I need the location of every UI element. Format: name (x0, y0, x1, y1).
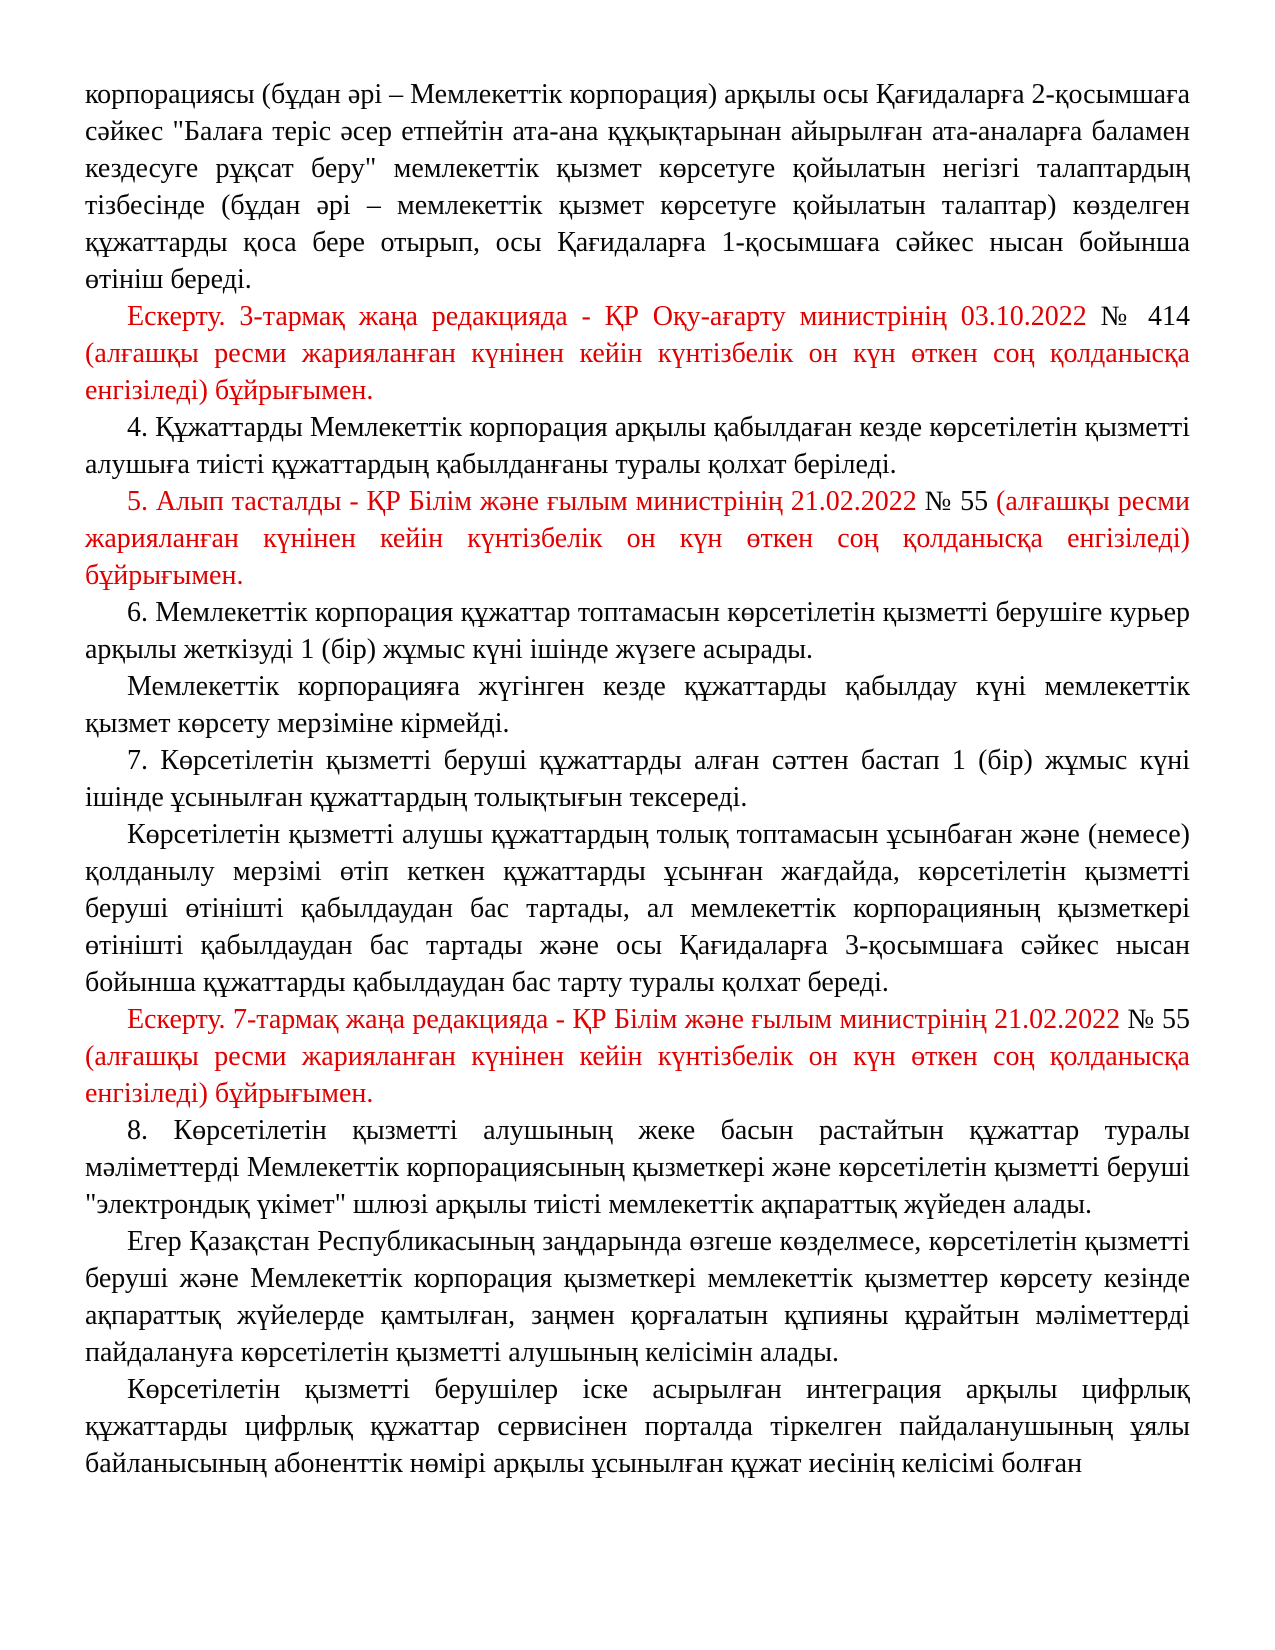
amendment-note-text: Ескерту. 3-тармақ жаңа редакцияда - ҚР Оқу-ағарту министрінің 03.10.2022 (127, 301, 1101, 332)
paragraph (85, 1371, 1190, 1482)
paragraph (85, 298, 1190, 409)
body-text: № 414 (1100, 301, 1190, 332)
body-text: Көрсетілетін қызметті алушы құжаттардың толық топтамасын ұсынбаған және (немесе) қолданылу мерзімі өтіп кеткен құжаттарды ұсынған жағдайда, көрсетілетін қызметті беруші өтінішті қабылдаудан бас тартады, ал мемлекеттік корпорацияның қызметкері өтінішті қабылдаудан бас тартады және осы Қағидаларға 3-қосымшаға сәйкес нысан бойынша құжаттарды қабылдаудан бас тарту туралы қолхат береді. (85, 819, 1190, 998)
paragraph (85, 1001, 1190, 1112)
body-text: 6. Мемлекеттік корпорация құжаттар топтамасын көрсетілетін қызметті берушіге курьер арқылы жеткізуді 1 (бір) жұмыс күні ішінде жүзеге асырады. (85, 597, 1190, 665)
body-text: № 55 (1127, 1004, 1190, 1035)
paragraph (85, 483, 1190, 594)
amendment-note-text: (алғашқы ресми жарияланған күнінен кейін күнтізбелік он күн өткен соң қолданысқа енгізіледі) бұйрығымен. (85, 338, 1190, 406)
body-text: 8. Көрсетілетін қызметті алушының жеке басын растайтын құжаттар туралы мәліметтерді Мемлекеттік корпорациясының қызметкері және көрсетілетін қызметті беруші "электрондық үкімет" шлюзі арқылы тиісті мемлекеттік ақпараттық жүйеден алады. (85, 1115, 1190, 1220)
paragraph (85, 816, 1190, 1001)
paragraph (85, 409, 1190, 483)
amendment-note-text: (алғашқы ресми жарияланған күнінен кейін күнтізбелік он күн өткен соң қолданысқа енгізіледі) бұйрығымен. (85, 486, 1190, 591)
body-text: корпорациясы (бұдан әрі – Мемлекеттік корпорация) арқылы осы Қағидаларға 2-қосымшаға сәйкес "Балаға теріс әсер етпейтін ата-ана құқықтарынан айырылған ата-аналарға баламен кездесуге рұқсат беру" мемлекеттік қызмет көрсетуге қойылатын негізгі талаптардың тізбесінде (бұдан әрі – мемлекеттік қызмет көрсетуге қойылатын талаптар) көзделген құжаттарды қоса бере отырып, осы Қағидаларға 1-қосымшаға сәйкес нысан бойынша өтініш береді. (85, 79, 1191, 295)
amendment-note-text: 5. Алып тасталды - ҚР Білім және ғылым министрінің 21.02.2022 (127, 486, 925, 517)
document-body (85, 76, 1190, 1482)
amendment-note-text: Ескерту. 7-тармақ жаңа редакцияда - ҚР Білім және ғылым министрінің 21.02.2022 (127, 1004, 1128, 1035)
paragraph (85, 76, 1190, 298)
body-text: Егер Қазақстан Республикасының заңдарында өзгеше көзделмесе, көрсетілетін қызметті беруші және Мемлекеттік корпорация қызметкері мемлекеттік қызметтер көрсету кезінде ақпараттық жүйелерде қамтылған, заңмен қорғалатын құпияны құрайтын мәліметтерді пайдалануға көрсетілетін қызметті алушының келісімін алады. (85, 1226, 1190, 1368)
amendment-note-text: (алғашқы ресми жарияланған күнінен кейін күнтізбелік он күн өткен соң қолданысқа енгізіледі) бұйрығымен. (85, 1041, 1190, 1109)
paragraph (85, 1112, 1190, 1223)
paragraph (85, 1223, 1190, 1371)
paragraph (85, 742, 1190, 816)
paragraph (85, 594, 1190, 668)
body-text: № 55 (924, 486, 996, 517)
body-text: Мемлекеттік корпорацияға жүгінген кезде құжаттарды қабылдау күні мемлекеттік қызмет көрсету мерзіміне кірмейді. (85, 671, 1190, 739)
body-text: Көрсетілетін қызметті берушілер іске асырылған интеграция арқылы цифрлық құжаттарды цифрлық құжаттар сервисінен порталда тіркелген пайдаланушының ұялы байланысының абоненттік нөмірі арқылы ұсынылған құжат иесінің келісімі болған (85, 1374, 1190, 1479)
body-text: 7. Көрсетілетін қызметті беруші құжаттарды алған сәттен бастап 1 (бір) жұмыс күні ішінде ұсынылған құжаттардың толықтығын тексереді. (85, 745, 1190, 813)
body-text: 4. Құжаттарды Мемлекеттік корпорация арқылы қабылдаған кезде көрсетілетін қызметті алушыға тиісті құжаттардың қабылданғаны туралы қолхат беріледі. (85, 412, 1190, 480)
paragraph (85, 668, 1190, 742)
